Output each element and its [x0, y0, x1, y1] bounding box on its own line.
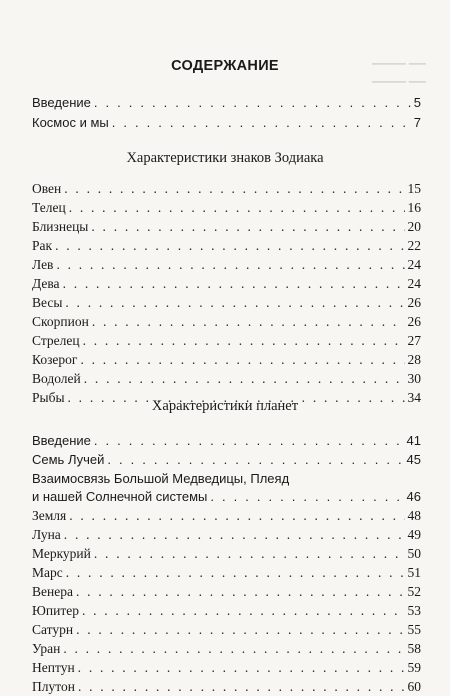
toc-entry-page: 52 [407, 584, 421, 599]
toc-entry-planet[interactable] [32, 526, 421, 544]
leader-dots [69, 199, 405, 217]
leader-dots [64, 526, 405, 544]
toc-entry-label: Скорпион [32, 314, 89, 329]
leader-dots [82, 602, 405, 620]
leader-dots [55, 237, 404, 255]
leader-dots [83, 332, 405, 350]
toc-entry-label: Водолей [32, 371, 81, 386]
leader-dots [65, 294, 404, 312]
toc-entry-page: 58 [407, 641, 421, 656]
toc-entry-page: 24 [407, 276, 421, 291]
toc-entry-planet-multiline[interactable] [32, 488, 421, 506]
toc-entry-page: 16 [407, 200, 421, 215]
toc-entry-planet[interactable] [32, 621, 421, 639]
toc-entry-page: 34 [407, 390, 421, 405]
toc-entry-label: Близнецы [32, 219, 89, 234]
leader-dots [91, 218, 404, 236]
toc-entry-page: 30 [407, 371, 421, 386]
toc-entry-label: Меркурий [32, 546, 91, 561]
leader-dots [69, 507, 404, 525]
page-title: СОДЕРЖАНИЕ [171, 58, 279, 74]
toc-entry-multiline-label: Взаимосвязь Большой Медведицы, Плеяд [32, 471, 290, 486]
toc-entry-page: 59 [407, 660, 421, 675]
toc-entry-zodiac[interactable] [32, 332, 421, 350]
toc-entry-page: 22 [407, 238, 421, 253]
leader-dots [92, 313, 405, 331]
toc-entry-label: Лев [32, 257, 54, 272]
toc-entry-page: 26 [407, 295, 421, 310]
leader-dots [56, 256, 404, 274]
toc-entry-page: 20 [407, 219, 421, 234]
leader-dots [80, 351, 404, 369]
leader-dots [84, 370, 405, 388]
toc-entry-label: Земля [32, 508, 67, 523]
toc-entry-label: Козерог [32, 352, 78, 367]
toc-entry-label: Космос и мы [32, 115, 109, 130]
section-heading-zodiac: Характеристики знаков Зодиака [126, 150, 324, 166]
toc-entry-label: Рак [32, 238, 53, 253]
bleed-through-marks-2: ▁▁▁▁ ▁▁ [372, 71, 426, 83]
toc-entry-label: и нашей Солнечной системы [32, 489, 208, 504]
leader-dots [64, 180, 404, 198]
toc-entry-label: Семь Лучей [32, 452, 105, 467]
toc-entry-label: Введение [32, 433, 91, 448]
toc-entry-label: Рыбы [32, 390, 65, 405]
toc-entry-page: 7 [413, 115, 421, 130]
toc-entry-label: Телец [32, 200, 66, 215]
toc-entry-planet[interactable] [32, 451, 421, 469]
toc-entry-planet[interactable] [32, 432, 421, 450]
leader-dots [63, 275, 405, 293]
toc-entry-label: Плутон [32, 679, 75, 694]
toc-entry-page: 41 [406, 433, 421, 448]
toc-entry-intro[interactable] [32, 94, 421, 112]
toc-entry-planet[interactable] [32, 507, 421, 525]
toc-entry-zodiac[interactable] [32, 351, 421, 369]
toc-entry-label: Стрелец [32, 333, 80, 348]
leader-dots [94, 545, 405, 563]
toc-entry-label: Введение [32, 95, 91, 110]
toc-entry-zodiac[interactable] [32, 218, 421, 236]
toc-entry-label: Марс [32, 565, 63, 580]
leader-dots [94, 94, 411, 112]
section-heading-planets: Характеристики планет [151, 398, 299, 414]
toc-entry-planet[interactable] [32, 659, 421, 677]
toc-entry-label: Луна [32, 527, 61, 542]
toc-entry-page: 55 [407, 622, 421, 637]
leader-dots [78, 678, 405, 696]
leader-dots [76, 621, 404, 639]
toc-entry-label: Дева [32, 276, 60, 291]
leader-dots [107, 451, 403, 469]
toc-entry-planet[interactable] [32, 602, 421, 620]
toc-entry-zodiac[interactable] [32, 313, 421, 331]
toc-entry-zodiac[interactable] [32, 294, 421, 312]
toc-entry-label: Весы [32, 295, 63, 310]
leader-dots [210, 488, 403, 506]
toc-entry-page: 45 [406, 452, 421, 467]
leader-dots [66, 564, 405, 582]
toc-entry-zodiac[interactable] [32, 237, 421, 255]
toc-entry-zodiac[interactable] [32, 275, 421, 293]
toc-entry-planet[interactable] [32, 583, 421, 601]
toc-entry-cosmos[interactable] [32, 114, 421, 132]
toc-entry-page: 24 [407, 257, 421, 272]
toc-entry-planet[interactable] [32, 640, 421, 658]
toc-entry-page: 28 [407, 352, 421, 367]
toc-entry-planet[interactable] [32, 545, 421, 563]
toc-entry-page: 53 [407, 603, 421, 618]
bleed-through-marks: ▁▁▁▁ ▁▁ [372, 53, 426, 65]
toc-entry-zodiac[interactable] [32, 199, 421, 217]
toc-entry-page: 46 [406, 489, 421, 504]
toc-entry-planet[interactable] [32, 678, 421, 696]
toc-entry-page: 49 [407, 527, 421, 542]
toc-entry-planet[interactable] [32, 564, 421, 582]
toc-entry-page: 26 [407, 314, 421, 329]
toc-entry-page: 5 [413, 95, 421, 110]
leader-dots [63, 640, 404, 658]
toc-entry-page: 15 [407, 181, 421, 196]
toc-entry-label: Уран [32, 641, 61, 656]
toc-entry-page: 27 [407, 333, 421, 348]
toc-entry-zodiac[interactable] [32, 180, 421, 198]
toc-entry-label: Юпитер [32, 603, 79, 618]
toc-entry-label: Нептун [32, 660, 75, 675]
toc-entry-page: 48 [407, 508, 421, 523]
toc-entry-zodiac[interactable] [32, 370, 421, 388]
toc-entry-page: 51 [407, 565, 421, 580]
toc-entry-label: Венера [32, 584, 73, 599]
leader-dots [112, 114, 411, 132]
toc-entry-label: Сатурн [32, 622, 74, 637]
leader-dots [76, 583, 405, 601]
toc-entry-label: Овен [32, 181, 62, 196]
toc-entry-page: 60 [407, 679, 421, 694]
leader-dots [94, 432, 404, 450]
leader-dots [78, 659, 405, 677]
toc-entry-zodiac[interactable] [32, 256, 421, 274]
toc-entry-page: 50 [407, 546, 421, 561]
